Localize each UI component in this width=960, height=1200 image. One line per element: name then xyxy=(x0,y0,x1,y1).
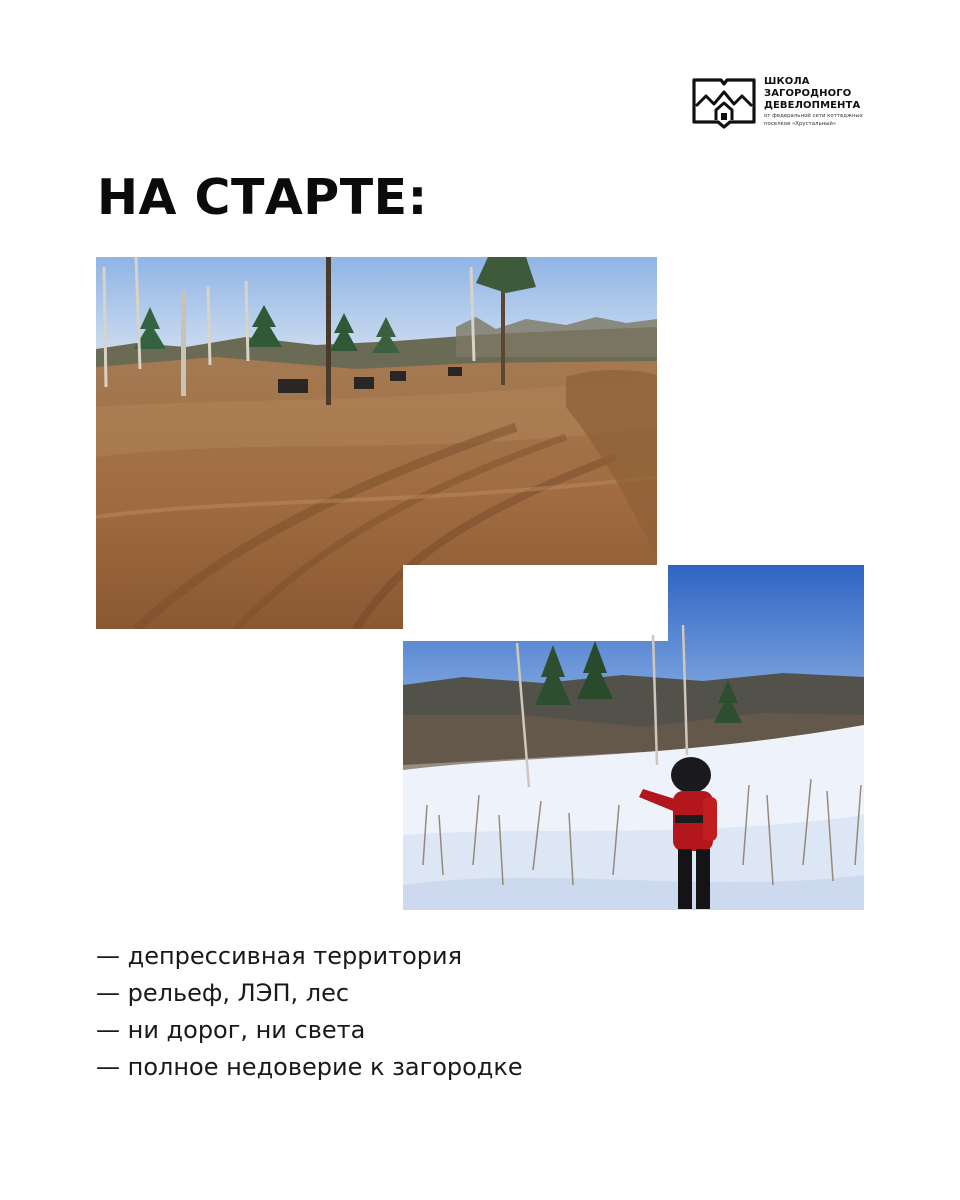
snowy-field-photo xyxy=(403,565,864,910)
list-item: — полное недоверие к загородке xyxy=(96,1053,523,1081)
book-house-mountains-icon xyxy=(692,76,756,132)
logo-line-2: ЗАГОРОДНОГО xyxy=(764,88,852,99)
list-item: — депрессивная территория xyxy=(96,942,463,970)
logo-subtitle-2: поселков «Хрустальный» xyxy=(764,121,837,127)
brand-logo xyxy=(692,76,892,134)
logo-subtitle-1: от федеральной сети коттеджных xyxy=(764,113,863,119)
logo-line-3: ДЕВЕЛОПМЕНТА xyxy=(764,100,861,111)
logo-line-1: ШКОЛА xyxy=(764,76,810,87)
problem-list xyxy=(96,938,523,1086)
page-title: НА СТАРТЕ: xyxy=(97,169,428,226)
list-item: — рельеф, ЛЭП, лес xyxy=(96,979,350,1007)
list-item: — ни дорог, ни света xyxy=(96,1016,366,1044)
